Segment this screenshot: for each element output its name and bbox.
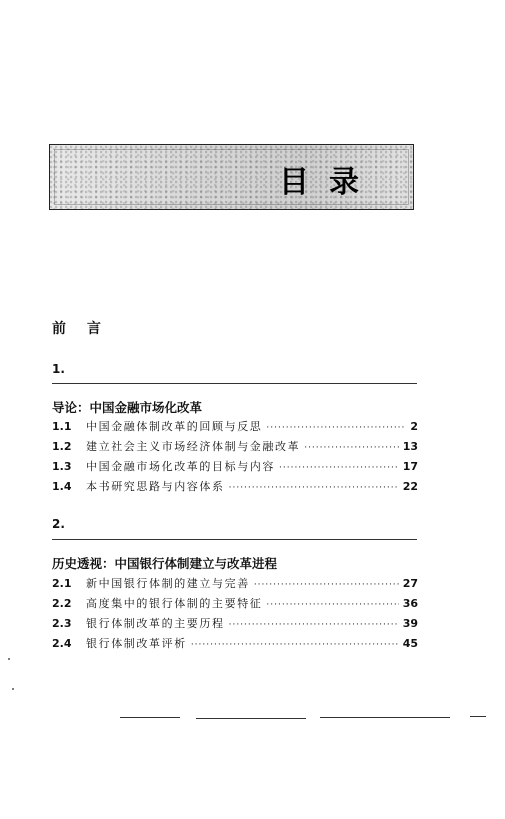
entry-page: 27 <box>402 577 418 590</box>
toc-entry[interactable] <box>52 635 418 653</box>
dot-leader <box>279 463 399 473</box>
entry-page: 2 <box>410 420 418 433</box>
entry-number: 1.2 <box>52 440 72 453</box>
toc-header-banner <box>49 144 414 210</box>
chapter-2-title[interactable]: 历史透视：中国银行体制建立与改革进程 <box>52 556 278 571</box>
entry-page: 39 <box>402 617 418 630</box>
chapter-2-divider <box>52 539 417 540</box>
scan-artifact-line <box>196 718 306 719</box>
entry-number: 1.4 <box>52 480 72 493</box>
dot-leader <box>191 640 399 650</box>
scan-speck <box>12 688 14 690</box>
entry-number: 2.2 <box>52 597 72 610</box>
toc-entry[interactable] <box>52 438 418 456</box>
entry-number: 1.3 <box>52 460 72 473</box>
scan-speck <box>8 658 10 660</box>
dot-leader <box>229 620 399 630</box>
toc-title: 目录 <box>279 165 379 200</box>
toc-entry[interactable] <box>52 418 418 436</box>
entry-number: 2.3 <box>52 617 72 630</box>
entry-page: 45 <box>402 637 418 650</box>
entry-title: 中国金融市场化改革的目标与内容 <box>86 460 275 473</box>
chapter-1-divider <box>52 383 417 384</box>
chapter-1-number: 1. <box>52 362 65 376</box>
entry-page: 36 <box>402 597 418 610</box>
dot-leader <box>254 580 399 590</box>
entry-page: 13 <box>402 440 418 453</box>
entry-number: 2.1 <box>52 577 72 590</box>
toc-entry[interactable] <box>52 458 418 476</box>
toc-entry[interactable] <box>52 575 418 593</box>
entry-title: 建立社会主义市场经济体制与金融改革 <box>86 440 301 453</box>
entry-title: 高度集中的银行体制的主要特征 <box>86 597 263 610</box>
toc-entry[interactable] <box>52 615 418 633</box>
scan-artifact-line <box>120 717 180 718</box>
dot-leader <box>229 483 399 493</box>
chapter-2-number: 2. <box>52 517 65 531</box>
scan-artifact-line <box>470 716 486 717</box>
dot-leader <box>266 423 406 433</box>
entry-page: 17 <box>402 460 418 473</box>
entry-number: 2.4 <box>52 637 72 650</box>
entry-title: 新中国银行体制的建立与完善 <box>86 577 250 590</box>
scan-artifact-line <box>320 717 450 718</box>
toc-entry[interactable] <box>52 478 418 496</box>
entry-title: 银行体制改革评析 <box>86 637 187 650</box>
entry-title: 本书研究思路与内容体系 <box>86 480 225 493</box>
entry-title: 中国金融体制改革的回顾与反思 <box>86 420 263 433</box>
entry-number: 1.1 <box>52 420 72 433</box>
preface-heading[interactable]: 前 言 <box>52 321 109 337</box>
toc-entry[interactable] <box>52 595 418 613</box>
dot-leader <box>266 600 398 610</box>
chapter-1-title[interactable]: 导论：中国金融市场化改革 <box>52 400 203 415</box>
dot-leader <box>304 443 398 453</box>
entry-page: 22 <box>402 480 418 493</box>
entry-title: 银行体制改革的主要历程 <box>86 617 225 630</box>
